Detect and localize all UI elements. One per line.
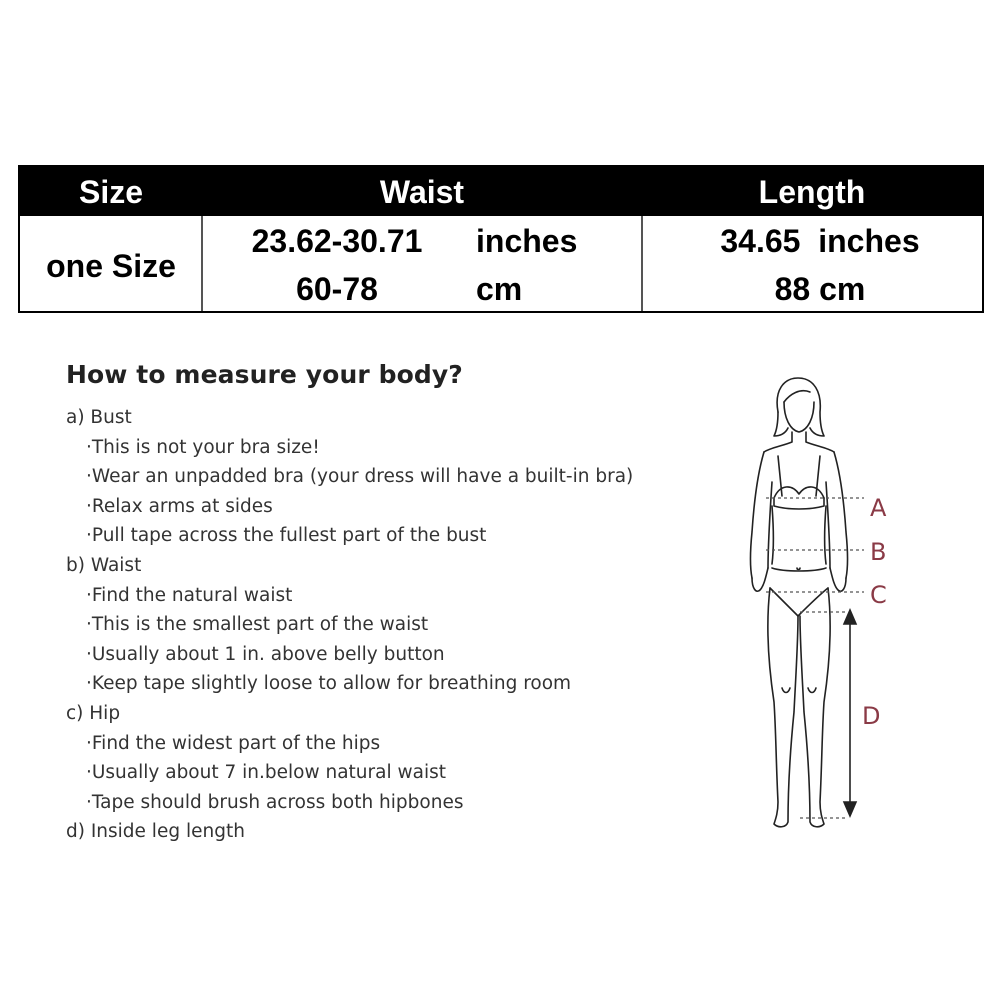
header-waist: Waist <box>379 174 465 210</box>
label-a: A <box>870 494 887 522</box>
section-inside-leg-label: d) Inside leg length <box>66 821 245 843</box>
inside-leg-arrow <box>844 610 856 816</box>
guide-step: ·Pull tape across the fullest part of the bust <box>86 525 487 547</box>
length-cm: 88 cm <box>774 271 866 307</box>
guide-step: ·Tape should brush across both hipbones <box>86 791 464 813</box>
guide-step: ·This is the smallest part of the waist <box>86 614 429 636</box>
section-waist-label: b) Waist <box>66 554 142 576</box>
header-size: Size <box>78 174 144 210</box>
waist-inches-unit: inches <box>476 223 578 259</box>
measurement-guide <box>66 360 706 847</box>
label-c: C <box>870 581 887 609</box>
size-chart-header-row <box>20 167 982 216</box>
guide-step: ·Relax arms at sides <box>86 495 273 517</box>
body-measurement-figure <box>738 372 888 856</box>
guide-step: ·This is not your bra size! <box>86 436 320 458</box>
waist-inches-value: 23.62-30.71 <box>251 223 423 259</box>
body-outline-illustration <box>738 372 888 856</box>
guide-title: How to measure your body? <box>66 360 463 389</box>
guide-step: ·Keep tape slightly loose to allow for breathing room <box>86 673 572 695</box>
section-bust-label: a) Bust <box>66 407 132 428</box>
label-b: B <box>870 538 887 566</box>
length-inches: 34.65 inches <box>720 223 920 259</box>
waist-cm-unit: cm <box>476 271 523 307</box>
guide-step: ·Usually about 7 in.below natural waist <box>86 762 446 784</box>
guide-step: ·Find the natural waist <box>86 584 293 606</box>
guide-step: ·Find the widest part of the hips <box>86 732 381 754</box>
size-value: one Size <box>46 248 176 284</box>
section-hip-label: c) Hip <box>66 702 121 724</box>
guide-step: ·Usually about 1 in. above belly button <box>86 643 445 665</box>
size-chart-table <box>18 165 984 313</box>
body-outline <box>751 378 848 827</box>
guide-step: ·Wear an unpadded bra (your dress will have a built-in bra) <box>86 466 634 488</box>
header-length: Length <box>758 174 866 210</box>
waist-cm-value: 60-78 <box>296 271 378 307</box>
label-d: D <box>862 702 881 730</box>
